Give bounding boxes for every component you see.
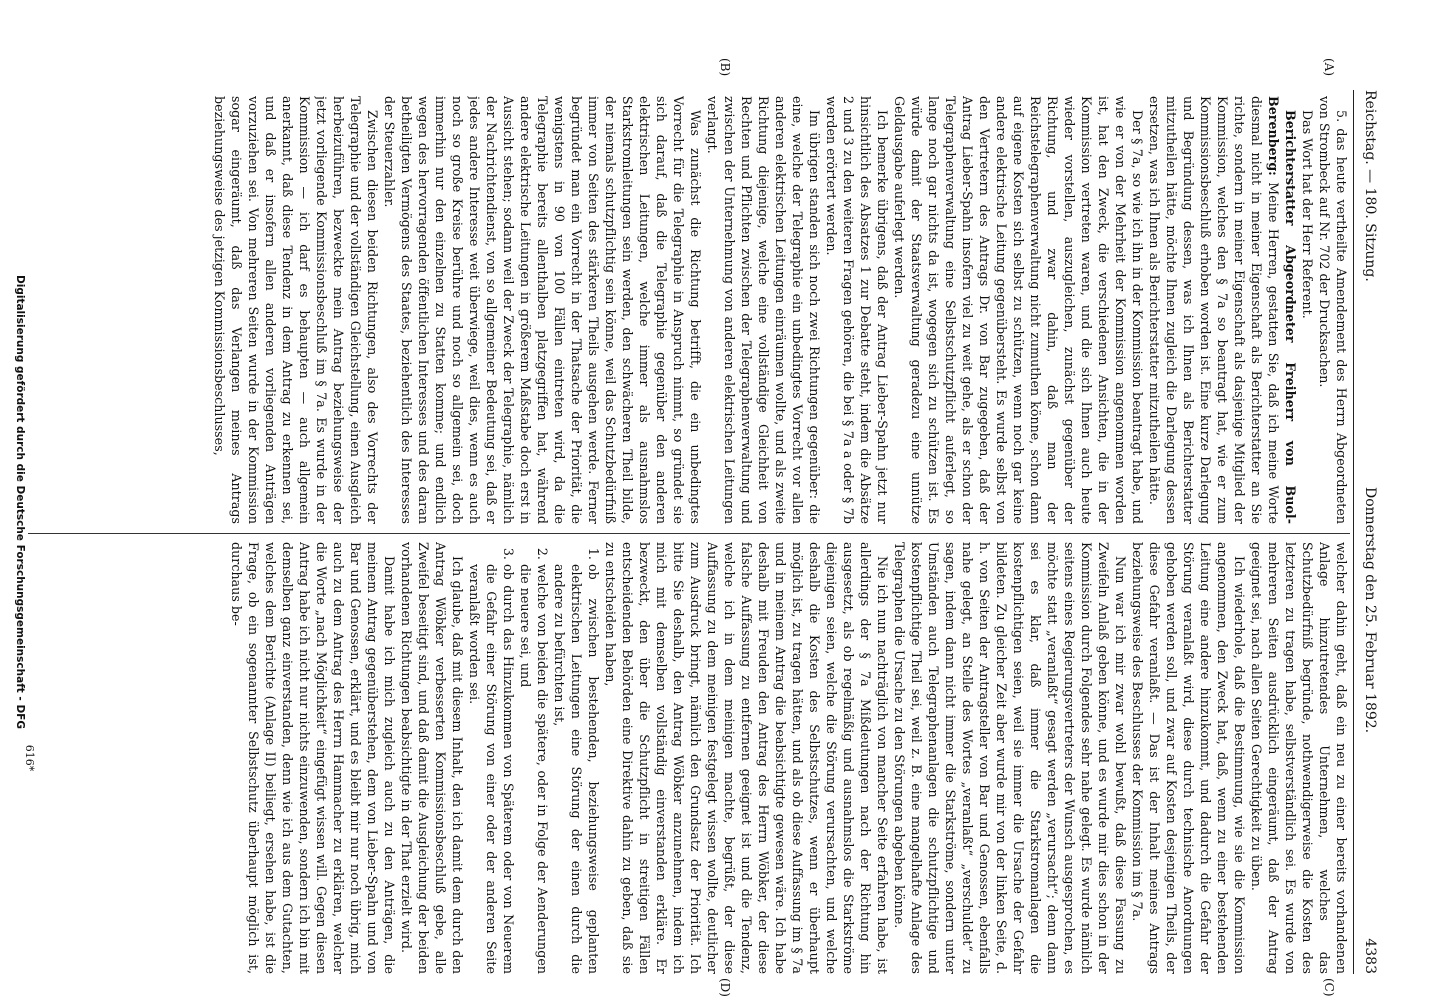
speaker-name: Berichterstatter Abgeordneter Freiherr von Buol-Berenberg:: [1266, 96, 1298, 524]
list-item: 3. ob durch das Hinzukommen von Späterem oder von Neuerem die Gefahr einer Störung von einer oder der anderen Seite veranlaßt worden sei.: [466, 564, 517, 974]
paragraph-right-5: Ich glaube, daß mit diesem Inhalt, den ich damit dem durch den Antrag Wöbker verbesserten Kommissionsbeschluß gebe, alle Zweifel beseitigt sind, und daß damit die Ausgleichung der beiden vorhandenen Richtungen beabsichtigte in der That erzielt wird.: [399, 542, 465, 974]
funding-note: Digitalisierung gefördert durch die Deutsche Forschungsgemeinschaft - DFG: [14, 275, 26, 729]
page-signature: 616*: [23, 744, 36, 772]
margin-marker-b: (B): [718, 58, 732, 77]
header-date: Donnerstag den 25. Februar 1892.: [1362, 487, 1378, 734]
paragraph-speech-start: [1146, 96, 1299, 524]
paragraph-right-1: welcher dahin geht, daß ein neu zu einer bereits vorhandenen Anlage hinzutretendes Unternehmen, welches das Schutzbedürfniß begründe, nothwendigerweise die Kosten des letzteren zu tragen habe, selbstverständlich sei. Es wurde von mehreren Seiten ausdrücklich eingeräumt, daß der Antrag geeignet sei, nach allen Seiten Gerechtigkeit zu üben.: [1249, 542, 1349, 974]
list-item: 2. welche von beiden die spätere, oder in Folge der Aenderungen die neuere sei, und: [517, 564, 551, 974]
page-number: 4383: [1362, 938, 1378, 974]
left-column: [28, 96, 1350, 524]
margin-marker-d: (D): [718, 978, 732, 997]
margin-marker-a: (A): [1322, 58, 1336, 77]
list-item: 1. ob zwischen bestehenden, beziehungsweise geplanten elektrischen Leitungen eine Störung der einen durch die andere zu befürchten ist,: [551, 564, 602, 974]
paragraph-left-4: Der § 7a, so wie ich ihn in der Kommission beantragt habe, und wie er von der Mehrheit der Kommission angenommen worden ist, hat den Zweck, die verschiedenen Ansichten, die in der Kommission vertreten waren, und die sich Ihnen auch heute wieder vorstellen, auszugleichen, zunächst gegenüber der Richtung, und zwar dahin, daß man der Reichstelegraphenverwaltung nicht zumuthen könne, schon dann auf eigene Kosten sich selbst zu schützen, wenn noch gar keine andere elektrische Leitung gegenübersteht. Es wurde selbst von den Vertretern des Antrags Dr. von Bar zugegeben, daß der Antrag Lieber-Spahn insofern viel zu weit gehe, als er schon der Telegraphenverwaltung eine Selbstschutzpflicht auferlegt, so lange noch gar nichts da ist, wogegen sich zu schützen ist. Es würde damit der Staatsverwaltung geradezu eine unnütze Geldausgabe auferlegt werden.: [892, 96, 1145, 524]
paragraph-left-6: Im übrigen standen sich noch zwei Richtungen gegenüber: die eine, welche der Telegraphie ein unbedingtes Vorrecht vor allen anderen elektrischen Leitungen einräumen wollte, und als zweite Richtung diejenige, welche eine vollständige Gleichheit von Rechten und Pflichten zwischen der Telegraphenverwaltung und zwischen der Unternehmung von anderen elektrischen Leitungen verlangt.: [705, 96, 822, 524]
right-column: [28, 542, 1350, 974]
page-header: [1358, 90, 1382, 974]
paragraph-left-5: Ich bemerke übrigens, daß der Antrag Lieber-Spahn jetzt nur hinsichtlich des Absatzes 1 zur Debatte steht, indem die Absätze 2 und 3 zu den weiteren Fragen gehören, die bei § 7a a oder § 7b werden erörtert werden.: [824, 96, 890, 524]
margin-marker-c: (C): [1322, 978, 1336, 997]
header-rule: [1353, 90, 1354, 974]
paragraph-referent: Das Wort hat der Herr Referent.: [1300, 110, 1315, 319]
paragraph-right-4: Nie ich nun nachträglich von mancher Seite erfahren habe, ist allerdings der § 7a Mißdeutungen nach der Richtung hin ausgesetzt, als ob regelmäßig und ausnahmslos die Starkströme diejenigen seien, welche die Störung verursachten, und welche deshalb die Kosten des Selbstschutzes, wenn er überhaupt möglich ist, zu tragen hätten, und als ob diese Auffassung im § 7a und in meinem Antrag die beabsichtigte gewesen wäre. Ich habe deshalb mit Freuden den Antrag des Herrn Wöbker, der diese falsche Auffassung zu entfernen geeignet ist und die Tendenz, welche ich in dem meinigen machte, begrüßt, der diese Auffassung zu dem meinigen festgelegt wissen wollte, deutlicher zum Ausdruck bringt, nämlich den Grundsatz der Priorität. Ich bitte Sie deshalb, den Antrag Wöbker anzunehmen, indem ich mich mit demselben vollständig einverstanden erkläre. Er bezweckt, den über die Schutzpflicht in streitigen Fällen entscheidenden Behörden eine Direktive dahin zu geben, daß sie zu entscheiden haben,: [603, 542, 890, 974]
header-left: Reichstag. — 180. Sitzung.: [1362, 90, 1378, 282]
paragraph-right-3: Nun war ich mir zwar wohl bewußt, daß diese Fassung zu Zweifeln Anlaß geben könne, und es wurde mir dies schon in der Kommission durch Folgendes sehr nahe gelegt. Es wurde nämlich seitens eines Regierungsvertreters der Wunsch ausgesprochen, es möchte statt „veranlaßt“ gesagt werden „verursacht“; denn dann sei es klar, daß immer die Starkstromanlagen die kostenpflichtigen seien, weil sie immer die Ursache der Gefahr bildeten. Zu gleicher Zeit aber wurde mir von der linken Seite, d. h. von Seiten der Antragsteller von Bar und Genossen, ebenfalls nahe gelegt, an Stelle des Wortes „veranlaßt“ „verschuldet“ zu sagen, indem dann nicht immer die Starkströme, sondern unter Umständen auch Telegraphenanlagen die schutzpflichtige und kostenpflichtige Theil sei, weil z. B. eine mangelhafte Anlage des Telegraphen die Ursache zu den Störungen abgeben könne.: [892, 542, 1128, 974]
column-divider: [28, 533, 1350, 534]
paragraph-left-8: Zwischen diesen beiden Richtungen, also des Vorrechts der Telegraphie und der vollständigen Gleichstellung, einen Ausgleich herbeizuführen, bezweckte mein Antrag beziehungsweise der jetzt vorliegende Kommissionsbeschluß im § 7a. Es wurde in der Kommission — ich darf es behaupten — auch allgemein anerkannt, daß diese Tendenz in dem Antrag zu erkennen sei, und daß er insofern allen anderen vorliegenden Anträgen vorzuziehen sei. Von mehreren Seiten wurde in der Kommission sogar eingeräumt, daß das Verlangen meines Antrags beziehungsweise des jetzigen Kommissionsbeschlusses,: [212, 96, 380, 524]
numbered-list: [466, 542, 602, 974]
paragraph-left-7: Was zunächst die Richtung betrifft, die ein unbedingtes Vorrecht für die Telegraphie in Anspruch nimmt, so gründet sie sich darauf, daß die Telegraphie gegenüber den anderen elektrischen Leitungen, welche immer als ausnahmslos Starkstromleitungen sein werden, den schwächeren Theil bilde, der niemals schutzpflichtig sein könne, weil das Schutzbedürfniß immer von Seiten des stärkeren Theils ausgehen werde. Ferner begründet man ein Vorrecht in der Thatsache der Priorität, die wenigstens in 90 von 100 Fällen eintreten wird, da die Telegraphie bereits allenthalben platzgegriffen hat, während andere elektrische Leitungen in größerem Maßstabe doch erst in Aussicht stehen; sodann weil der Zweck der Telegraphie, nämlich der Nachrichtendienst, von so allgemeiner Bedeutung sei, daß er jedes andere Interesse weit überwiege, weil dies, wenn es auch noch so große Kreise berühre und noch so allgemein sei, doch immerhin nur den einzelnen zu Statten komme; und endlich wegen des hervorragenden öffentlichen Interesses und des daran betheiligten Vermögens des Staates, beziehentlich des Interesses der Steuerzahler.: [382, 96, 703, 524]
paragraph-right-6: Damit habe ich mich zugleich auch zu den Anträgen, die meinem Antrag gegenüberstehen, dem von Lieber-Spahn und von Bar und Genossen, erklärt, und es bleibt mir nur noch übrig, mich auch zu dem Antrag des Herrn Hammacher zu erklären, welcher die Worte „nach Möglichkeit“ eingefügt wissen will. Gegen diesen Antrag habe ich nicht nur nichts einzuwenden, sondern ich bin mit demselben ganz einverstanden, denn wie ich aus dem Gutachten, welches dem Berichte (Anlage II) beiliegt, ersehen habe, ist die Frage, ob ein sogenannter Selbstschutz überhaupt möglich ist, durchaus be-: [229, 542, 397, 974]
paragraph-right-2: Ich wiederhole, daß die Bestimmung, wie sie die Kommission angenommen, den Zweck hat, daß, wenn zu einer bestehenden Leitung eine andere hinzukommt, und dadurch die Gefahr der Störung veranlaßt wird, diese durch technische Anordnungen gehoben werden soll, und zwar auf Kosten desjenigen Theils, der diese Gefahr veranlaßt. — Das ist der Inhalt meines Antrags beziehungsweise des Beschlusses der Kommission im § 7a.: [1130, 542, 1247, 974]
speech-text: Meine Herren, gestatten Sie, daß ich meine Worte diesmal nicht in meiner Eigenschaft als Berichterstatter an Sie richte, sondern in meiner Eigenschaft als dasjenige Mitglied der Kommission, welches den § 7a so beantragt hat, wie er zum Kommissionsbeschluß erhoben worden ist. Eine kurze Darlegung und Begründung dessen, was ich Ihnen als Berichterstatter mitzutheilen hätte, möchte Ihnen zugleich die Darlegung dessen ersetzen, was ich Ihnen als Berichterstatter mitzutheilen hätte.: [1147, 96, 1281, 524]
paragraph-item-5: 5. das heute vertheilte Amendement des Herrn Abgeordneten von Strombeck auf Nr. 702 der Drucksachen.: [1317, 96, 1349, 524]
